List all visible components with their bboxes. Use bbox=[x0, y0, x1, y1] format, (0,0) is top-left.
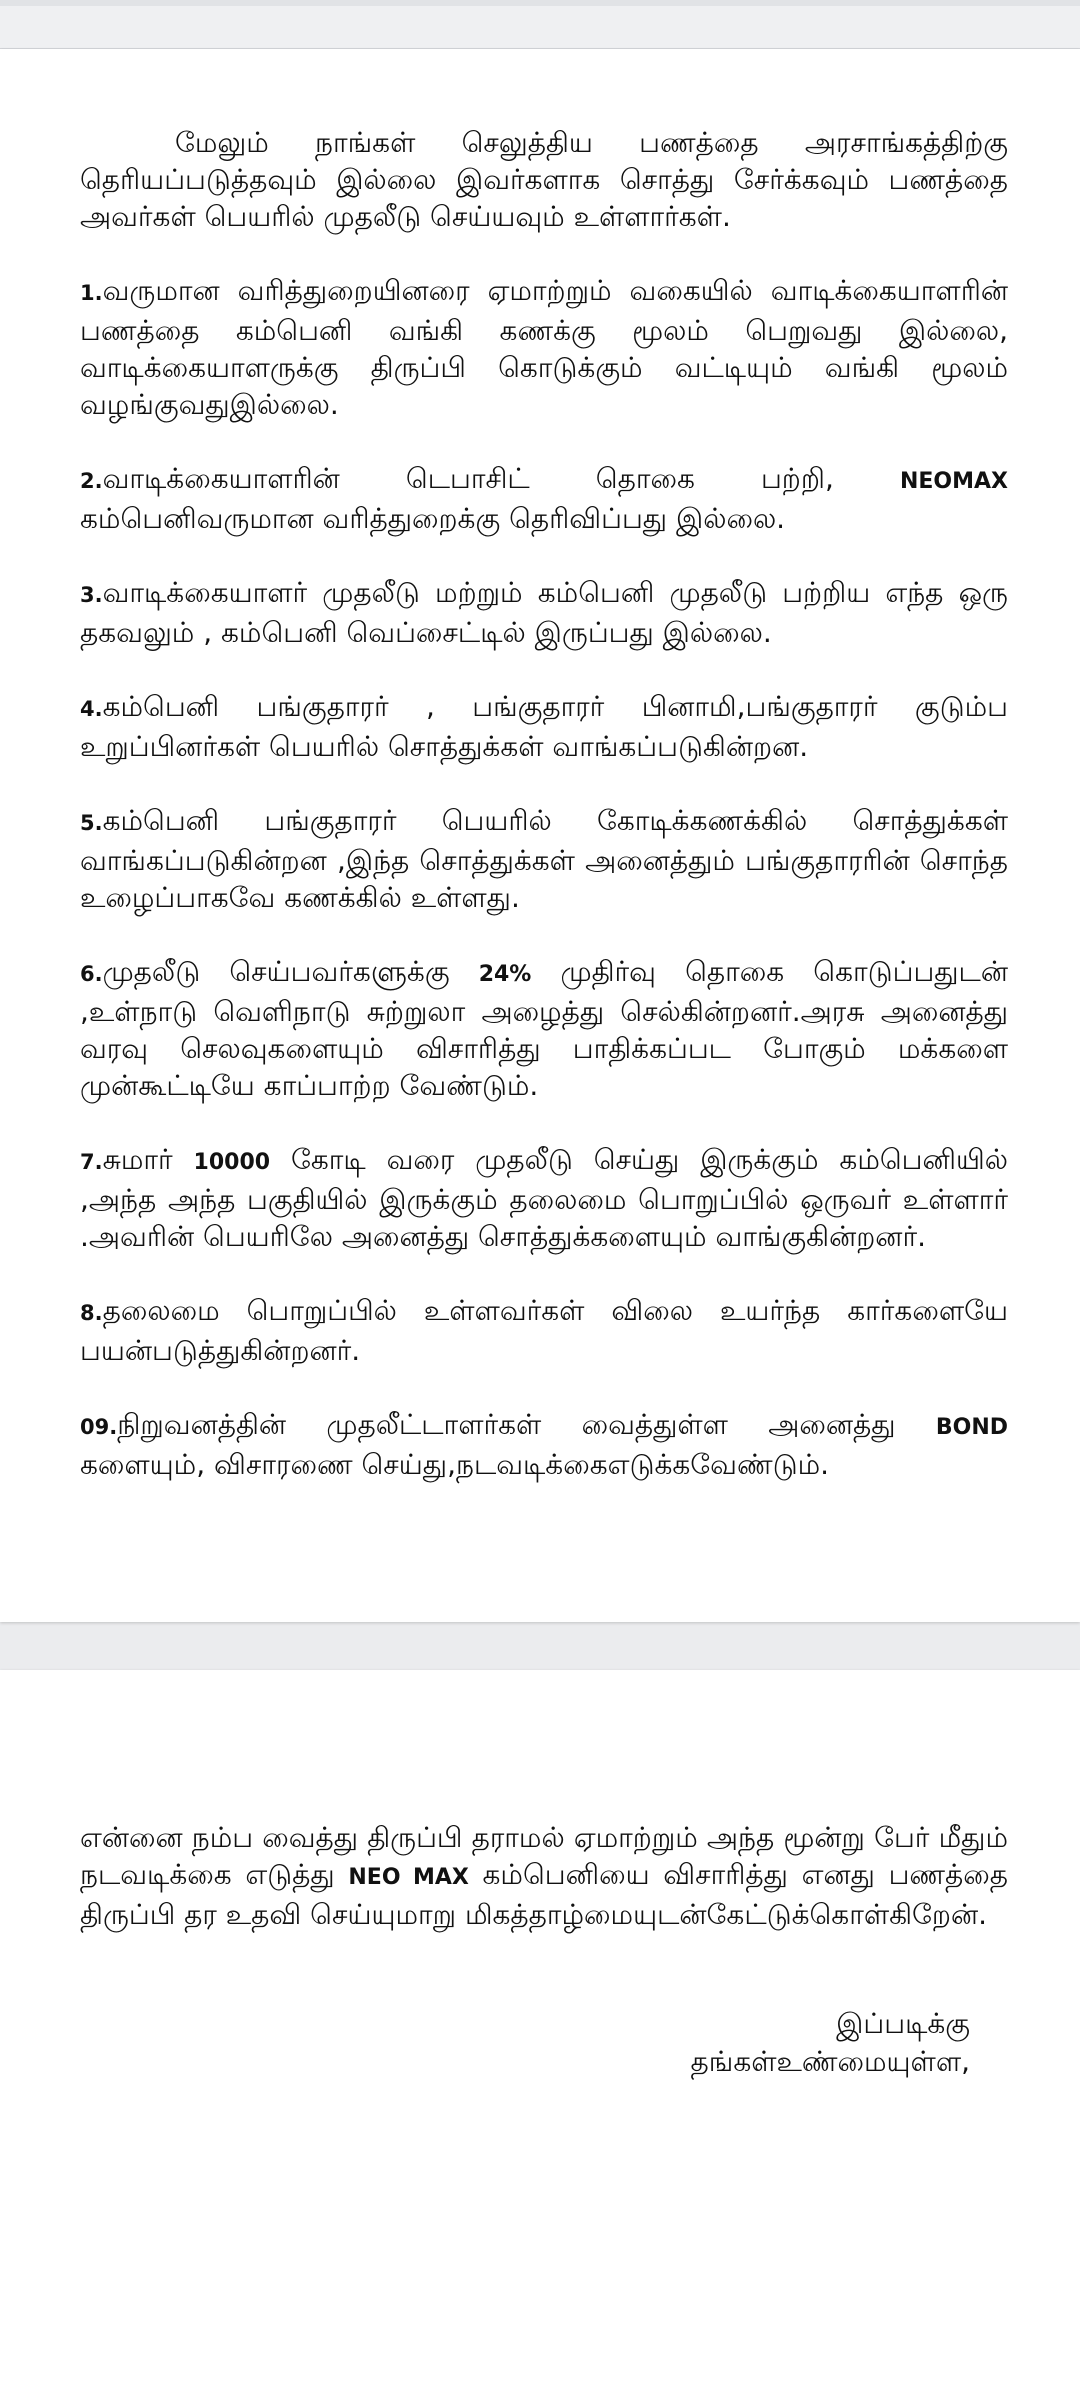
page-1-body bbox=[80, 124, 1008, 1520]
item-text: கம்பெனி பங்குதாரர் , பங்குதாரர் பினாமி,பங்குதாரர் குடும்ப உறுப்பினர்கள் பெயரில் சொத்துக்கள் வாங்கப்படுகின்றன. bbox=[80, 690, 1008, 763]
intro-paragraph: மேலும் நாங்கள் செலுத்திய பணத்தை அரசாங்கத்திற்கு தெரியப்படுத்தவும் இல்லை இவர்களாக சொத்து சேர்க்கவும் பணத்தை அவர்கள் பெயரில் முதலீடு செய்யவும் உள்ளார்கள். bbox=[80, 126, 1008, 233]
list-item bbox=[80, 272, 1008, 423]
item-latin-term: BOND bbox=[935, 1415, 1008, 1440]
signature-line: தங்கள்உண்மையுள்ள, bbox=[690, 2045, 970, 2078]
item-latin-term: 10000 bbox=[193, 1150, 271, 1175]
list-item bbox=[80, 688, 1008, 765]
item-number: 3. bbox=[80, 583, 103, 607]
item-number: 2. bbox=[80, 469, 103, 493]
item-number: 4. bbox=[80, 697, 103, 721]
request-paragraph bbox=[80, 1819, 1008, 1933]
item-number: 8. bbox=[80, 1301, 103, 1325]
list-item bbox=[80, 1141, 1008, 1255]
item-text: களையும், விசாரணை செய்து,நடவடிக்கைஎடுக்கவேண்டும். bbox=[80, 1448, 830, 1481]
item-text: கம்பெனி பங்குதாரர் பெயரில் கோடிக்கணக்கில் சொத்துக்கள் வாங்கப்படுகின்றன ,இந்த சொத்துக்கள் அனைத்தும் பங்குதாரரின் சொந்த உழைப்பாகவே கணக்கில் உள்ளது. bbox=[80, 804, 1008, 914]
list-item bbox=[80, 1406, 1008, 1483]
item-text: முதலீடு செய்பவர்களுக்கு bbox=[102, 955, 479, 988]
item-latin-term: NEOMAX bbox=[899, 469, 1008, 494]
item-text: வாடிக்கையாளர் முதலீடு மற்றும் கம்பெனி முதலீடு பற்றிய எந்த ஒரு தகவலும் , கம்பெனி வெப்சைட்டில் இருப்பது இல்லை. bbox=[80, 576, 1008, 649]
closing-block bbox=[691, 2005, 970, 2081]
item-latin-term: 24% bbox=[478, 962, 532, 987]
company-name: NEO MAX bbox=[348, 1865, 469, 1890]
top-strip bbox=[0, 0, 1080, 6]
document-page-2[interactable] bbox=[0, 1670, 1080, 2400]
list-item bbox=[80, 802, 1008, 916]
list-item bbox=[80, 574, 1008, 651]
page-2-body bbox=[80, 1819, 1008, 1970]
item-number: 09. bbox=[80, 1415, 118, 1439]
document-page-1[interactable] bbox=[0, 49, 1080, 1622]
request-text: கம்பெனியை விசாரித்து எனது பணத்தை திருப்பி தர உதவி செய்யுமாறு மிகத்தாழ்மையுடன்கேட்டுக்கொள்கிறேன். bbox=[80, 1858, 1009, 1931]
item-text: கம்பெனிவருமான வரித்துறைக்கு தெரிவிப்பது இல்லை. bbox=[80, 502, 786, 535]
item-text: கோடி வரை முதலீடு செய்து இருக்கும் கம்பெனியில் ,அந்த அந்த பகுதியில் இருக்கும் தலைமை பொறுப்பில் ஒருவர் உள்ளார் .அவரின் பெயரிலே அனைத்து சொத்துக்களையும் வாங்குகின்றனர். bbox=[80, 1143, 1008, 1253]
list-item bbox=[80, 460, 1008, 537]
item-number: 7. bbox=[80, 1150, 103, 1174]
item-text: முதிர்வு தொகை கொடுப்பதுடன் ,உள்நாடு வெளிநாடு சுற்றுலா அழைத்து செல்கின்றனர்.அரசு அனைத்து வரவு செலவுகளையும் விசாரித்து பாதிக்கப்பட போகும் மக்களை முன்கூட்டியே காப்பாற்ற வேண்டும். bbox=[80, 955, 1008, 1102]
list-item bbox=[80, 1292, 1008, 1369]
item-text: வாடிக்கையாளரின் டெபாசிட் தொகை பற்றி, bbox=[102, 462, 900, 495]
item-text: தலைமை பொறுப்பில் உள்ளவர்கள் விலை உயர்ந்த கார்களையே பயன்படுத்துகின்றனர். bbox=[80, 1294, 1008, 1367]
item-number: 6. bbox=[80, 962, 103, 986]
closing-line: இப்படிக்கு bbox=[836, 2007, 970, 2040]
item-text: சுமார் bbox=[102, 1143, 194, 1176]
item-number: 1. bbox=[80, 281, 103, 305]
list-item bbox=[80, 953, 1008, 1104]
request-text: என்னை நம்ப வைத்து திருப்பி தராமல் ஏமாற்றும் அந்த மூன்று பேர் மீதும் நடவடிக்கை எடுத்து bbox=[80, 1821, 1008, 1891]
item-text: வருமான வரித்துறையினரை ஏமாற்றும் வகையில் வாடிக்கையாளரின் பணத்தை கம்பெனி வங்கி கணக்கு மூலம் பெறுவது இல்லை, வாடிக்கையாளருக்கு திருப்பி கொடுக்கும் வட்டியும் வங்கி மூலம் வழங்குவதுஇல்லை. bbox=[80, 274, 1008, 421]
item-text: நிறுவனத்தின் முதலீட்டாளர்கள் வைத்துள்ள அனைத்து bbox=[117, 1408, 936, 1441]
viewer-top-bar bbox=[0, 0, 1080, 49]
item-number: 5. bbox=[80, 811, 103, 835]
